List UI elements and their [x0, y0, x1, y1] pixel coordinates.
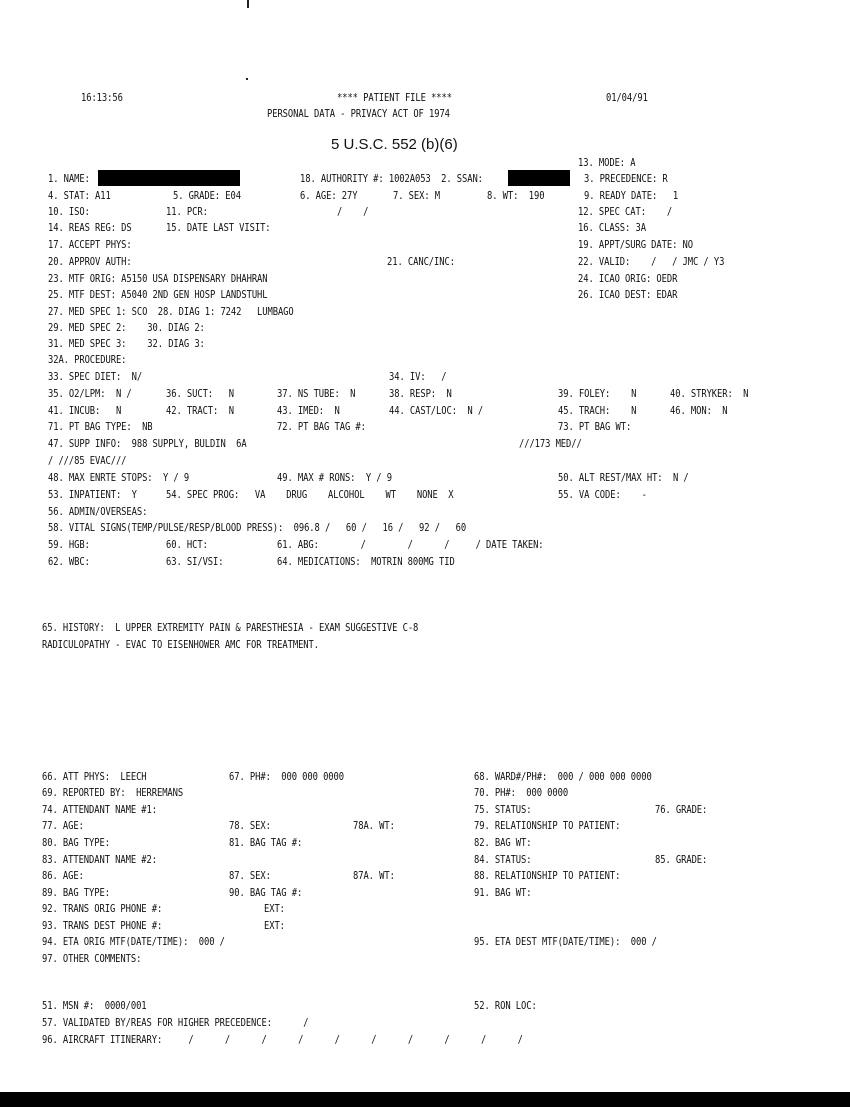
field-mon: 46. MON: N: [670, 405, 728, 417]
field-attendant-1-age: 77. AGE:: [42, 820, 84, 832]
field-aircraft-itinerary: 96. AIRCRAFT ITINERARY: / / / / / / / / / /: [42, 1034, 523, 1046]
field-incub: 41. INCUB: N: [48, 405, 122, 417]
field-resp: 38. RESP: N: [389, 388, 452, 400]
field-trans-orig-phone: 92. TRANS ORIG PHONE #:: [42, 903, 163, 915]
field-valid: 22. VALID: / / JMC / Y3: [578, 256, 725, 268]
field-ns-tube: 37. NS TUBE: N: [277, 388, 356, 400]
field-attendant-1-status: 75. STATUS:: [474, 804, 532, 816]
field-cast-loc: 44. CAST/LOC: N /: [389, 405, 484, 417]
field-tract: 42. TRACT: N: [166, 405, 234, 417]
field-attendant-1-bag-type: 80. BAG TYPE:: [42, 837, 110, 849]
field-trans-dest-phone: 93. TRANS DEST PHONE #:: [42, 920, 163, 932]
field-attendant-2-bag-wt: 91. BAG WT:: [474, 887, 532, 899]
field-attendant-name-1: 74. ATTENDANT NAME #1:: [42, 804, 157, 816]
field-imed: 43. IMED: N: [277, 405, 340, 417]
field-trach: 45. TRACH: N: [558, 405, 637, 417]
field-attendant-name-2: 83. ATTENDANT NAME #2:: [42, 854, 157, 866]
field-authority: 18. AUTHORITY #: 1002A053 2. SSAN:: [300, 173, 483, 185]
field-attendant-2-wt: 87A. WT:: [353, 870, 395, 882]
field-accept-phys: 17. ACCEPT PHYS:: [48, 239, 132, 251]
field-attendant-1-wt: 78A. WT:: [353, 820, 395, 832]
field-si-vsi: 63. SI/VSI:: [166, 556, 224, 568]
foia-exemption-stamp: 5 U.S.C. 552 (b)(6): [331, 136, 458, 153]
print-time: 16:13:56: [81, 92, 123, 104]
field-icao-dest: 26. ICAO DEST: EDAR: [578, 289, 678, 301]
field-max-rons: 49. MAX # RONS: Y / 9: [277, 472, 392, 484]
field-inpatient: 53. INPATIENT: Y: [48, 489, 137, 501]
field-sex: 7. SEX: M: [393, 190, 441, 202]
field-msn: 51. MSN #: 0000/001: [42, 1000, 147, 1012]
field-o2-lpm: 35. O2/LPM: N /: [48, 388, 132, 400]
field-approv-auth: 20. APPROV AUTH:: [48, 256, 132, 268]
field-hgb: 59. HGB:: [48, 539, 90, 551]
field-iv: 34. IV: /: [389, 371, 447, 383]
field-med-spec-2: 29. MED SPEC 2: 30. DIAG 2:: [48, 322, 205, 334]
field-mtf-orig: 23. MTF ORIG: A5150 USA DISPENSARY DHAHRAN: [48, 273, 268, 285]
field-pt-bag-tag: 72. PT BAG TAG #:: [277, 421, 366, 433]
field-eta-dest-mtf: 95. ETA DEST MTF(DATE/TIME): 000 /: [474, 936, 657, 948]
field-ron-loc: 52. RON LOC:: [474, 1000, 537, 1012]
field-vital-signs: 58. VITAL SIGNS(TEMP/PULSE/RESP/BLOOD PRESS): 096.8 / 60 / 16 / 92 / 60: [48, 522, 467, 534]
field-abg: 61. ABG: / / / / DATE TAKEN:: [277, 539, 544, 551]
field-attendant-2-grade: 85. GRADE:: [655, 854, 708, 866]
field-ward-phone: 68. WARD#/PH#: 000 / 000 000 0000: [474, 771, 652, 783]
field-icao-orig: 24. ICAO ORIG: OEDR: [578, 273, 678, 285]
field-mtf-dest: 25. MTF DEST: A5040 2ND GEN HOSP LANDSTUHL: [48, 289, 268, 301]
field-alt-rest: 50. ALT REST/MAX HT: N /: [558, 472, 689, 484]
field-pt-bag-wt: 73. PT BAG WT:: [558, 421, 632, 433]
field-age: 6. AGE: 27Y: [300, 190, 358, 202]
field-name: 1. NAME:: [48, 173, 90, 185]
field-procedure: 32A. PROCEDURE:: [48, 354, 127, 366]
field-trans-orig-ext: EXT:: [264, 903, 285, 915]
field-trans-dest-ext: EXT:: [264, 920, 285, 932]
field-ready-date: 9. READY DATE: 1: [584, 190, 679, 202]
field-supp-info: 47. SUPP INFO: 988 SUPPLY, BULDIN 6A: [48, 438, 247, 450]
field-attendant-1-sex: 78. SEX:: [229, 820, 271, 832]
field-iso: 10. ISO:: [48, 206, 90, 218]
field-va-code: 55. VA CODE: -: [558, 489, 647, 501]
field-attendant-1-bag-tag: 81. BAG TAG #:: [229, 837, 303, 849]
redacted-name: [98, 170, 240, 186]
field-eta-orig-mtf: 94. ETA ORIG MTF(DATE/TIME): 000 /: [42, 936, 225, 948]
field-validated-by: 57. VALIDATED BY/REAS FOR HIGHER PRECEDENCE: /: [42, 1017, 309, 1029]
field-supp-info-evac: / ///85 EVAC///: [48, 455, 127, 467]
redacted-ssan: [508, 170, 570, 186]
field-hct: 60. HCT:: [166, 539, 208, 551]
field-med-spec-1: 27. MED SPEC 1: SCO 28. DIAG 1: 7242 LUMBAGO: [48, 306, 294, 318]
field-att-phys-phone: 67. PH#: 000 000 0000: [229, 771, 344, 783]
field-att-phys: 66. ATT PHYS: LEECH: [42, 771, 147, 783]
field-spec-diet: 33. SPEC DIET: N/: [48, 371, 143, 383]
field-wbc: 62. WBC:: [48, 556, 90, 568]
field-mode: 13. MODE: A: [578, 157, 636, 169]
scan-speck: [246, 78, 248, 80]
field-medications: 64. MEDICATIONS: MOTRIN 800MG TID: [277, 556, 455, 568]
field-stryker: 40. STRYKER: N: [670, 388, 749, 400]
field-attendant-1-relationship: 79. RELATIONSHIP TO PATIENT:: [474, 820, 621, 832]
print-date: 01/04/91: [606, 92, 648, 104]
field-admin-overseas: 56. ADMIN/OVERSEAS:: [48, 506, 148, 518]
field-stat: 4. STAT: A11: [48, 190, 111, 202]
field-suct: 36. SUCT: N: [166, 388, 234, 400]
privacy-notice: PERSONAL DATA - PRIVACY ACT OF 1974: [267, 108, 450, 120]
scan-mark: [247, 0, 249, 8]
field-attendant-1-bag-wt: 82. BAG WT:: [474, 837, 532, 849]
field-spec-prog: 54. SPEC PROG: VA DRUG ALCOHOL WT NONE X: [166, 489, 454, 501]
field-attendant-2-bag-type: 89. BAG TYPE:: [42, 887, 110, 899]
field-pcr-date: / /: [337, 206, 369, 218]
field-attendant-2-bag-tag: 90. BAG TAG #:: [229, 887, 303, 899]
field-pcr: 11. PCR:: [166, 206, 208, 218]
field-attendant-1-grade: 76. GRADE:: [655, 804, 708, 816]
field-max-enrte-stops: 48. MAX ENRTE STOPS: Y / 9: [48, 472, 190, 484]
field-history: 65. HISTORY: L UPPER EXTREMITY PAIN & PARESTHESIA - EXAM SUGGESTIVE C-8: [42, 622, 419, 634]
field-attendant-2-relationship: 88. RELATIONSHIP TO PATIENT:: [474, 870, 621, 882]
field-history-cont: RADICULOPATHY - EVAC TO EISENHOWER AMC FOR TREATMENT.: [42, 639, 319, 651]
field-med-spec-3: 31. MED SPEC 3: 32. DIAG 3:: [48, 338, 205, 350]
field-precedence: 3. PRECEDENCE: R: [584, 173, 668, 185]
field-other-comments: 97. OTHER COMMENTS:: [42, 953, 142, 965]
field-spec-cat: 12. SPEC CAT: /: [578, 206, 673, 218]
field-attendant-2-sex: 87. SEX:: [229, 870, 271, 882]
field-attendant-2-age: 86. AGE:: [42, 870, 84, 882]
document-title: **** PATIENT FILE ****: [337, 92, 452, 104]
field-appt-surg-date: 19. APPT/SURG DATE: NO: [578, 239, 693, 251]
field-pt-bag-type: 71. PT BAG TYPE: NB: [48, 421, 153, 433]
field-canc-inc: 21. CANC/INC:: [387, 256, 455, 268]
field-supp-info-med: ///173 MED//: [519, 438, 582, 450]
field-attendant-2-status: 84. STATUS:: [474, 854, 532, 866]
field-date-last-visit: 15. DATE LAST VISIT:: [166, 222, 271, 234]
field-reported-by: 69. REPORTED BY: HERREMANS: [42, 787, 184, 799]
field-weight: 8. WT: 190: [487, 190, 545, 202]
field-reas-reg: 14. REAS REG: DS: [48, 222, 132, 234]
field-class: 16. CLASS: 3A: [578, 222, 646, 234]
field-reporter-phone: 70. PH#: 000 0000: [474, 787, 569, 799]
field-foley: 39. FOLEY: N: [558, 388, 637, 400]
field-grade: 5. GRADE: E04: [173, 190, 241, 202]
